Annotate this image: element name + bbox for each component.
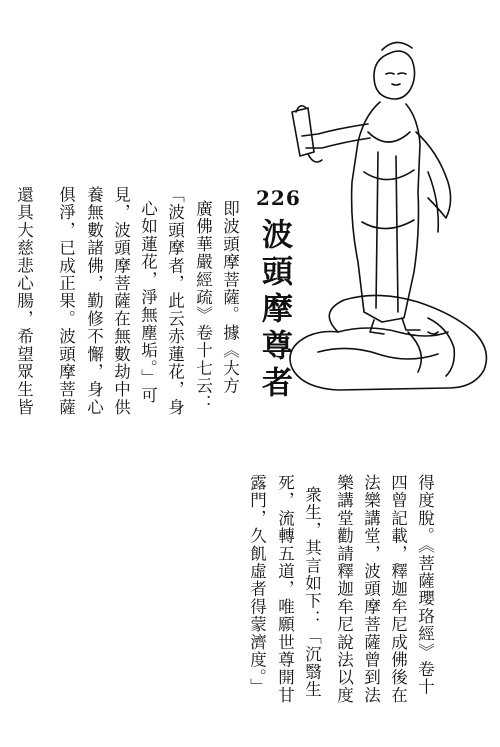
text-column: 「波頭摩者，此云赤蓮花，身 xyxy=(165,186,185,417)
text-column: 俱淨，已成正果。波頭摩菩薩 xyxy=(56,186,76,417)
text-column: 樂講堂勸請釋迦牟尼說法以度 xyxy=(334,474,354,705)
entry-title: 波頭摩尊者 xyxy=(256,218,292,403)
entry-number: 226 xyxy=(256,186,301,210)
text-column: 四曾記載，釋迦牟尼成佛後在 xyxy=(388,474,408,705)
text-column: 見，波頭摩菩薩在無數劫中供 xyxy=(111,186,131,417)
text-column: 養無數諸佛，勤修不懈，身心 xyxy=(84,186,104,417)
arhat-standing-on-elephant-icon xyxy=(278,32,498,392)
text-column: 死，流轉五道，唯願世尊開甘 xyxy=(275,474,295,705)
text-column: 法樂講堂，波頭摩菩薩曾到法 xyxy=(361,474,381,705)
text-column: 衆生，其言如下：「沉翳生 xyxy=(302,486,322,699)
text-column: 即波頭摩菩薩。據《大方 xyxy=(220,200,240,395)
text-column: 得度脫。《菩薩瓔珞經》卷十 xyxy=(415,474,435,696)
text-column: 還具大慈悲心腸，希望眾生皆 xyxy=(14,186,34,417)
text-column: 露門，久飢虛者得蒙濟度。」 xyxy=(247,474,267,696)
text-column: 廣佛華嚴經疏》卷十七云： xyxy=(193,200,213,413)
text-column: 心如蓮花，淨無塵垢。」可 xyxy=(138,200,158,405)
